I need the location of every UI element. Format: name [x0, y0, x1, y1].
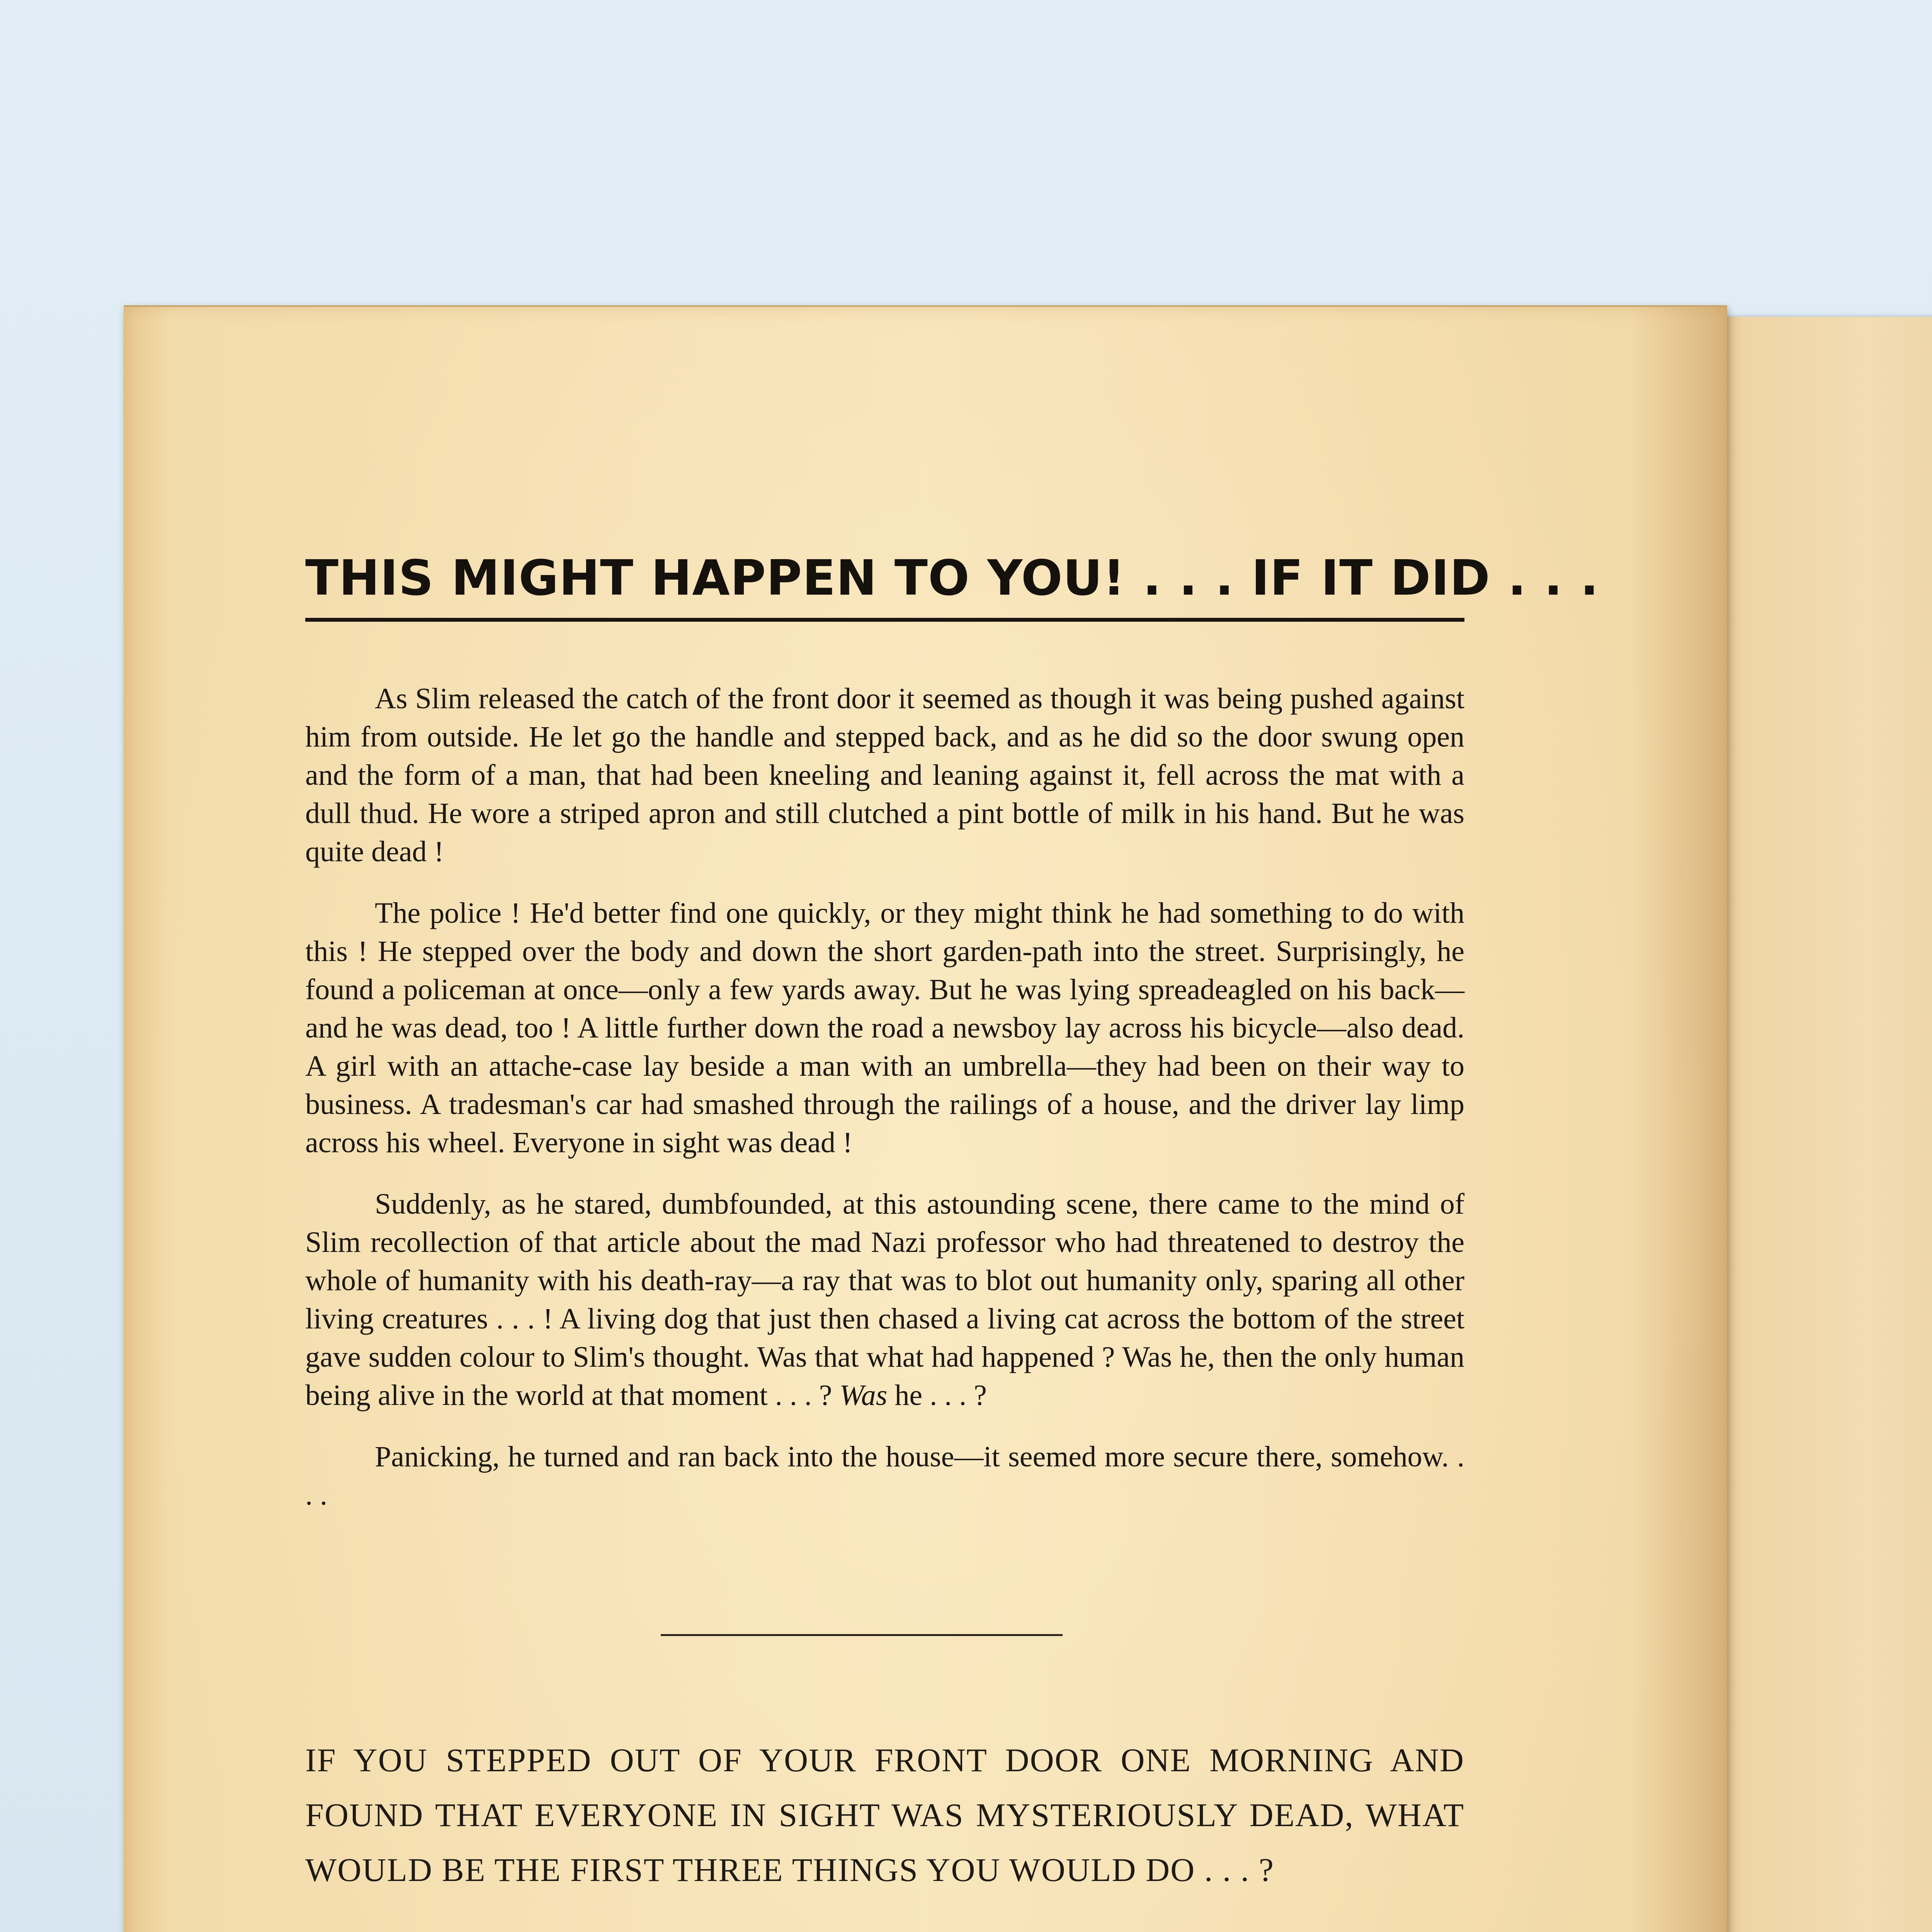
story-paragraph	[305, 1185, 1464, 1415]
section-divider	[661, 1634, 1063, 1636]
story-paragraph: As Slim released the catch of the front door it seemed as though it was being pushed against him from outside. He let go the handle and stepped back, and as he did so the door swung open and the form of a man, that had been kneeling and leaning against it, fell across the mat with a dull thud. He wore a striped apron and still clutched a pint bottle of milk in his hand. But he was quite dead !	[305, 682, 1464, 868]
next-page-edge	[1712, 317, 1932, 1932]
story-paragraph-text: Suddenly, as he stared, dumbfounded, at this astounding scene, there came to the mind of Slim recollection of that article about the mad Nazi professor who had threatened to destroy the whole of humanity with his death-ray—a ray that was to blot out humanity only, sparing all other living creatures . . . ! A living dog that just then chased a living cat across the bottom of the street gave sudden colour to Slim's thought. Was that what had happened ? Was he, then the only human being alive in the world at that moment . . . ?	[305, 1187, 1464, 1412]
page-content	[305, 549, 1599, 1932]
page-heading: THIS MIGHT HAPPEN TO YOU! . . . IF IT DID . . .	[305, 550, 1464, 622]
story-paragraph: The police ! He'd better find one quickly, or they might think he had something to do with this ! He stepped over the body and down the short garden-path into the street. Surprisingly, he found a policeman at once—only a few yards away. But he was lying spreadeagled on his back—and he was dead, too ! A little further down the road a newsboy lay across his bicycle—also dead. A girl with an attache-case lay beside a man with an umbrella—they had been on their way to business. A tradesman's car had smashed through the railings of a house, and the driver lay limp across his wheel. Everyone in sight was dead !	[305, 896, 1464, 1159]
story-paragraph-italic: Was	[839, 1379, 888, 1412]
reader-question: IF YOU STEPPED OUT OF YOUR FRONT DOOR ONE MORNING AND FOUND THAT EVERYONE IN SIGHT WAS MYSTERIOUSLY DEAD, WHAT WOULD BE THE FIRST THREE THINGS YOU WOULD DO . . . ?	[305, 1741, 1464, 1888]
story-paragraph-tail: he . . . ?	[887, 1379, 987, 1412]
story-paragraph: Panicking, he turned and ran back into the house—it seemed more secure there, somehow. . . .	[305, 1440, 1464, 1511]
booklet-page	[124, 305, 1727, 1932]
